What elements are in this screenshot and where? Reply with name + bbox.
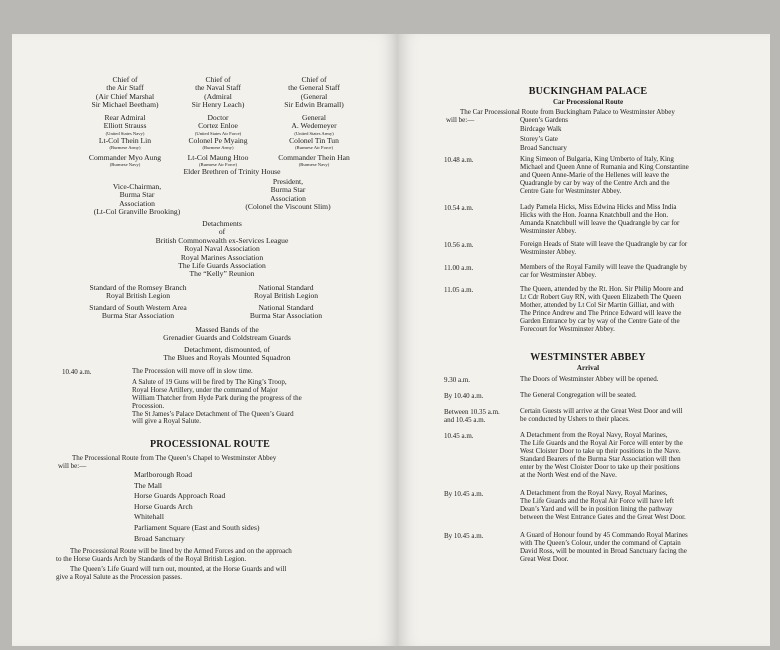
entry-line: enter by the West Cloister Door to take up their positions xyxy=(520,462,680,471)
bands-line: Grenadier Guards and Coldstream Guards xyxy=(163,333,291,343)
time-line: and 10.45 a.m. xyxy=(444,416,486,424)
entry-line: Dean’s Yard and will be in position lining the pathway xyxy=(520,504,673,513)
detachment-line: The Life Guards Association xyxy=(178,261,266,271)
officer-line: Rear Admiral xyxy=(104,113,146,122)
westminster-abbey-heading: WESTMINSTER ABBEY xyxy=(530,352,646,363)
officer-block xyxy=(178,137,258,150)
standard-line: National Standard xyxy=(258,283,314,292)
time-label xyxy=(444,376,470,384)
president-line: President, xyxy=(272,177,304,186)
time-label xyxy=(444,408,500,424)
note-line: Procession. xyxy=(132,401,165,410)
route-stop: Marlborough Road xyxy=(134,470,192,479)
entry-line: Westminster Abbey. xyxy=(520,226,577,235)
car-route-stop: Broad Sanctuary xyxy=(520,144,567,153)
bands-line: Massed Bands of the xyxy=(195,325,259,334)
procession-notes xyxy=(132,368,356,426)
time-line: Between 10.35 a.m. xyxy=(444,408,500,416)
note-line: Royal Horse Artillery, under the command of Major xyxy=(132,385,278,394)
entry-line: A Detachment from the Royal Navy, Royal Marines, xyxy=(520,431,668,439)
route-intro-line: The Processional Route from The Queen’s Chapel to Westminster Abbey xyxy=(72,454,277,462)
officer-note: (Burmese Air Force) xyxy=(294,145,333,151)
entry-line: Great West Door. xyxy=(520,554,569,563)
schedule-entry xyxy=(520,156,744,196)
president-line: Association xyxy=(270,193,306,203)
dismounted-detachment xyxy=(112,346,342,363)
standard-line: Royal British Legion xyxy=(253,291,319,301)
entry-line: Members of the Royal Family will leave the Quadrangle by xyxy=(520,263,687,271)
car-route-stops xyxy=(520,116,720,154)
officer-block xyxy=(274,114,354,136)
route-stop: Horse Guards Arch xyxy=(134,501,193,511)
president-line: Burma Star xyxy=(270,185,306,195)
officer-block xyxy=(82,154,168,167)
schedule-entry xyxy=(520,204,744,236)
car-route-stop: Birdcage Walk xyxy=(520,125,562,134)
officer-line: Chief of xyxy=(112,75,138,84)
officer-line: Sir Henry Leach) xyxy=(191,100,245,110)
officer-line: General xyxy=(301,113,327,122)
officer-note: (Burmese Army) xyxy=(202,145,234,151)
schedule-entry xyxy=(520,432,744,479)
time-label: 10.48 a.m. xyxy=(444,156,474,164)
route-stops-list xyxy=(134,470,334,544)
route-lined-paragraph xyxy=(56,548,366,564)
standard-block xyxy=(226,304,346,321)
time-line: 9.30 a.m. xyxy=(444,376,471,384)
paragraph-line: to the Horse Guards Arch by Standards of the Royal British Legion. xyxy=(56,554,247,563)
standard-line: Burma Star Association xyxy=(101,311,175,321)
standard-line: Standard of South Western Area xyxy=(89,303,187,312)
detachment-line: Royal Naval Association xyxy=(184,244,260,254)
officer-block xyxy=(274,76,354,110)
officer-line: Colonel Tin Tun xyxy=(289,136,339,145)
standard-line: Standard of the Romsey Branch xyxy=(89,283,187,292)
schedule-entry xyxy=(520,286,744,333)
entry-line: between the West Entrance Gates and the Great West Door. xyxy=(520,512,686,521)
officer-line: Doctor xyxy=(207,113,229,122)
officer-note: (United States Air Force) xyxy=(194,130,242,136)
time-label: 10.54 a.m. xyxy=(444,204,474,212)
car-route-stop: Storey’s Gate xyxy=(520,134,558,143)
time-label: 11.00 a.m. xyxy=(444,264,474,272)
entry-line: Hicks with the Hon. Joanna Knatchbull and the Hon. xyxy=(520,210,669,219)
officer-line: Sir Edwin Bramall) xyxy=(284,100,344,110)
officer-block xyxy=(274,137,354,150)
officer-block xyxy=(90,114,160,136)
entry-line: Mother, attended by Lt Col Sir Martin Gilliat, and with xyxy=(520,300,675,309)
entry-line: car for Westminster Abbey. xyxy=(520,270,597,279)
schedule-entry xyxy=(520,241,744,257)
arrival-subheading: Arrival xyxy=(576,364,600,372)
schedule-entry xyxy=(520,392,744,400)
officer-block xyxy=(86,137,164,150)
officer-line: Elliott Strauss xyxy=(103,121,147,131)
officer-line: Chief of xyxy=(205,75,231,84)
entry-line: The Queen, attended by the Rt. Hon. Sir Philip Moore and xyxy=(520,285,684,293)
paragraph-line: The Processional Route will be lined by the Armed Forces and on the approach xyxy=(70,547,292,555)
entry-line: The Prince Andrew and The Prince Edward will leave the xyxy=(520,308,682,317)
entry-line: be conducted by Ushers to their places. xyxy=(520,414,630,423)
officer-line: (General xyxy=(300,91,328,101)
officer-line: the Naval Staff xyxy=(195,83,241,93)
entry-line: at the North West end of the Nave. xyxy=(520,470,617,479)
time-label: 10.40 a.m. xyxy=(62,368,92,376)
officer-line: Cortez Enloe xyxy=(198,121,238,131)
schedule-entry xyxy=(520,264,744,280)
paragraph-line: give a Royal Salute as the Procession passes. xyxy=(56,572,182,581)
time-line: By 10.45 a.m. xyxy=(444,532,484,540)
dismounted-line: The Blues and Royals Mounted Squadron xyxy=(163,353,291,363)
standard-block xyxy=(226,284,346,301)
time-label: 11.05 a.m. xyxy=(444,286,474,294)
officer-line: (Air Chief Marshal xyxy=(95,91,155,101)
entry-line: Westminster Abbey. xyxy=(520,247,577,256)
life-guard-paragraph xyxy=(56,566,366,582)
vice-chairman-line: Vice-Chairman, xyxy=(112,182,162,191)
standard-block xyxy=(68,304,208,321)
note-line: The Procession will move off in slow time. xyxy=(132,367,253,375)
entry-line: Lt Cdr Robert Guy RN, with Queen Elizabeth The Queen xyxy=(520,292,682,301)
officer-line: the Air Staff xyxy=(106,83,144,93)
entry-line: The Life Guards and the Royal Air Force will have left xyxy=(520,496,674,505)
officer-block xyxy=(176,154,260,167)
detachment-line: The “Kelly” Reunion xyxy=(189,269,255,279)
time-line: By 10.40 a.m. xyxy=(444,392,484,400)
officer-block xyxy=(268,154,360,167)
detachment-line: British Commonwealth ex-Services League xyxy=(155,235,289,245)
entry-line: Forecourt for Westminster Abbey. xyxy=(520,324,615,333)
note-line: will give a Royal Salute. xyxy=(132,417,202,426)
officer-line: Colonel Pe Myaing xyxy=(188,136,248,145)
entry-line: The Doors of Westminster Abbey will be opened. xyxy=(520,375,659,383)
note-line: William Thatcher from Hyde Park during the progress of the xyxy=(132,393,302,402)
car-route-stop: Queen’s Gardens xyxy=(520,116,569,124)
note-line: A Salute of 19 Guns will be fired by The King’s Troop, xyxy=(132,377,287,386)
officer-note: (Burmese Navy) xyxy=(298,162,330,168)
officer-note: (Burmese Air Force) xyxy=(198,162,237,168)
note-line: The St James’s Palace Detachment of The Queen’s Guard xyxy=(132,409,294,418)
standard-line: Burma Star Association xyxy=(249,311,323,321)
president-block xyxy=(228,178,348,212)
entry-line: A Detachment from the Royal Navy, Royal Marines, xyxy=(520,489,668,497)
dismounted-line: Detachment, dismounted, of xyxy=(183,345,271,354)
entry-line: A Guard of Honour found by 45 Commando Royal Marines xyxy=(520,531,688,539)
standard-block xyxy=(68,284,208,301)
left-page xyxy=(12,34,398,646)
route-stop: Parliament Square (East and South sides) xyxy=(134,522,260,532)
officer-line: Lt-Col Maung Htoo xyxy=(187,153,249,162)
schedule-entry xyxy=(520,376,744,384)
car-route-intro-line: The Car Processional Route from Buckingham Palace to Westminster Abbey xyxy=(460,108,675,116)
entry-line: Garden Entrance by car by way of the Centre Gate of the xyxy=(520,316,680,325)
officer-block xyxy=(180,114,256,136)
officer-note: (United States Army) xyxy=(294,130,334,136)
entry-line: Standard Bearers of the Burma Star Association will then xyxy=(520,454,681,463)
entry-line: with The Queen’s Colour, under the command of Captain xyxy=(520,538,681,547)
officer-line: Chief of xyxy=(301,75,327,84)
time-label xyxy=(444,392,483,400)
elder-brethren: Elder Brethren of Trinity House xyxy=(183,167,281,176)
detachments-block xyxy=(112,220,332,279)
officer-note: (Burmese Navy) xyxy=(109,162,141,168)
officer-line: (Admiral xyxy=(204,91,232,101)
entry-line: West Cloister Door to take up their positions in the Nave. xyxy=(520,446,681,455)
standard-line: National Standard xyxy=(258,303,314,312)
president-line: (Colonel the Viscount Slim) xyxy=(245,202,331,212)
schedule-entry xyxy=(520,532,744,564)
officer-block xyxy=(180,76,256,110)
route-stop: The Mall xyxy=(134,480,163,490)
officer-line: the General Staff xyxy=(288,83,340,93)
entry-line: The Life Guards and the Royal Air Force will enter by the xyxy=(520,438,683,447)
right-page xyxy=(398,34,770,646)
vice-chairman-line: (Lt-Col Granville Brooking) xyxy=(93,207,181,217)
entry-line: Certain Guests will arrive at the Great West Door and will xyxy=(520,407,683,415)
entry-line: Centre Gate for Westminster Abbey. xyxy=(520,186,622,195)
officer-line: Sir Michael Beetham) xyxy=(91,100,159,110)
time-label xyxy=(444,432,474,440)
time-label: 10.56 a.m. xyxy=(444,241,474,249)
entry-line: Amanda Knatchbull will leave the Quadrangle by car for xyxy=(520,218,680,227)
entry-line: Quadrangle by car by way of the Centre Arch and the xyxy=(520,178,670,187)
vice-chairman-block xyxy=(82,183,192,217)
time-line: 10.45 a.m. xyxy=(444,432,474,440)
route-stop: Broad Sanctuary xyxy=(134,533,185,543)
route-intro-line: will be:— xyxy=(58,461,87,470)
officer-line: Lt-Col Thein Lin xyxy=(98,136,152,145)
officer-note: (United States Navy) xyxy=(105,130,145,136)
time-label xyxy=(444,490,483,498)
entry-line: Foreign Heads of State will leave the Quadrangle by car for xyxy=(520,240,688,248)
vice-chairman-line: Association xyxy=(119,198,155,208)
officer-block xyxy=(90,76,160,110)
paragraph-line: The Queen’s Life Guard will turn out, mounted, at the Horse Guards and will xyxy=(70,565,287,573)
officer-line: Commander Myo Aung xyxy=(88,153,162,162)
time-line: By 10.45 a.m. xyxy=(444,490,484,498)
route-stop: Horse Guards Approach Road xyxy=(134,491,226,501)
car-route-intro-line: will be:— xyxy=(446,115,475,124)
time-label xyxy=(444,532,483,540)
officer-line: Commander Thein Han xyxy=(278,153,350,162)
schedule-entry xyxy=(520,408,744,424)
entry-line: King Simeon of Bulgaria, King Umberto of Italy, King xyxy=(520,155,674,163)
entry-line: and Queen Anne-Marie of the Hellenes will leave the xyxy=(520,170,670,179)
standard-line: Royal British Legion xyxy=(105,291,171,301)
vice-chairman-line: Burma Star xyxy=(119,190,155,200)
car-route-subheading: Car Processional Route xyxy=(552,98,624,106)
officer-line: A. Wedemeyer xyxy=(291,121,337,131)
detachment-line: Detachments xyxy=(202,219,242,228)
entry-line: Lady Pamela Hicks, Miss Edwina Hicks and Miss India xyxy=(520,203,677,211)
schedule-entry xyxy=(520,490,744,522)
processional-route-heading: PROCESSIONAL ROUTE xyxy=(149,439,271,450)
detachment-line: Royal Marines Association xyxy=(180,252,264,262)
detachment-line: of xyxy=(218,227,226,237)
massed-bands xyxy=(112,326,342,343)
route-stop: Whitehall xyxy=(134,512,164,522)
entry-line: Michael and Queen Anne of Rumania and King Constantine xyxy=(520,162,689,171)
route-intro xyxy=(58,455,358,471)
officer-note: (Burmese Army) xyxy=(109,145,141,151)
buckingham-palace-heading: BUCKINGHAM PALACE xyxy=(528,86,648,97)
entry-line: David Ross, will be mounted in Broad Sanctuary facing the xyxy=(520,546,687,555)
entry-line: The General Congregation will be seated. xyxy=(520,391,637,399)
